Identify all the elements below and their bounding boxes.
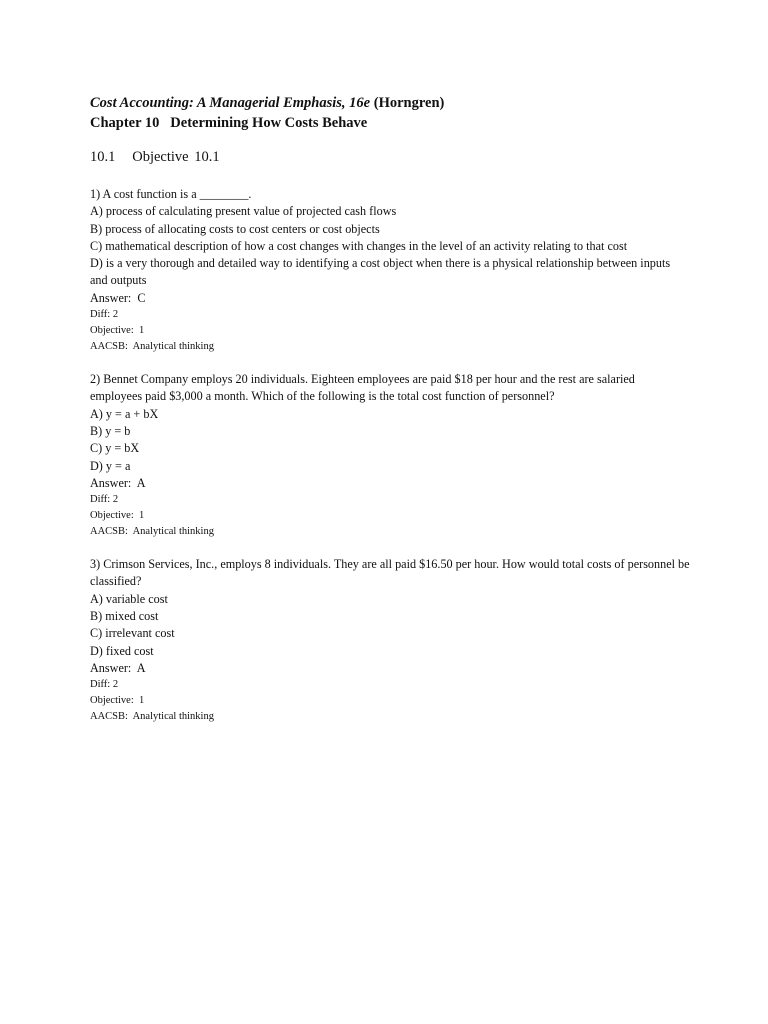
answer-option-d: D) fixed cost	[90, 643, 154, 658]
answer-option-b: B) y = b	[90, 423, 131, 438]
difficulty: Diff: 2	[90, 494, 119, 506]
answer-option-d: D) y = a	[90, 458, 131, 473]
chapter-title: Chapter 10 Determining How Costs Behave	[90, 115, 368, 131]
answer-option-c: C) y = bX	[90, 441, 140, 456]
answer-option-b: B) mixed cost	[90, 609, 159, 624]
aacsb-tag: AACSB: Analytical thinking	[90, 526, 214, 538]
question-2	[90, 371, 690, 540]
book-title: Cost Accounting: A Managerial Emphasis, 16e	[90, 95, 371, 111]
question-text: 2) Bennet Company employs 20 individuals. Eighteen employees are paid $18 per hour and the rest are salaried employees paid $3,000 a month. Which of the following is the total cost function of personnel?	[90, 372, 635, 404]
answer-option-b: B) process of allocating costs to cost centers or cost objects	[90, 221, 380, 236]
difficulty: Diff: 2	[90, 679, 119, 691]
difficulty: Diff: 2	[90, 309, 119, 321]
objective: Objective: 1	[90, 695, 145, 707]
question-text: 1) A cost function is a ________.	[90, 187, 252, 201]
aacsb-tag: AACSB: Analytical thinking	[90, 341, 214, 353]
answer-option-c: C) mathematical description of how a cost changes with changes in the level of an activity relating to that cost	[90, 238, 628, 253]
aacsb-tag: AACSB: Analytical thinking	[90, 711, 214, 723]
question-text: 3) Crimson Services, Inc., employs 8 individuals. They are all paid $16.50 per hour. How would total costs of personnel be classified?	[90, 557, 690, 589]
question-1	[90, 186, 690, 355]
document-title	[90, 94, 690, 112]
answer-key: Answer: C	[90, 290, 146, 305]
answer-option-c: C) irrelevant cost	[90, 626, 175, 641]
answer-option-a: A) y = a + bX	[90, 406, 159, 421]
answer-option-a: A) process of calculating present value of projected cash flows	[90, 204, 397, 219]
answer-option-a: A) variable cost	[90, 591, 168, 606]
section-heading: 10.1 Objective 10.1	[90, 149, 220, 165]
objective: Objective: 1	[90, 325, 145, 337]
question-3	[90, 556, 690, 725]
objective: Objective: 1	[90, 510, 145, 522]
answer-key: Answer: A	[90, 660, 146, 675]
answer-option-d: D) is a very thorough and detailed way to identifying a cost object when there is a physical relationship between inputs and outputs	[90, 256, 671, 288]
document-page	[90, 94, 690, 741]
book-author: (Horngren)	[373, 95, 445, 111]
answer-key: Answer: A	[90, 475, 146, 490]
